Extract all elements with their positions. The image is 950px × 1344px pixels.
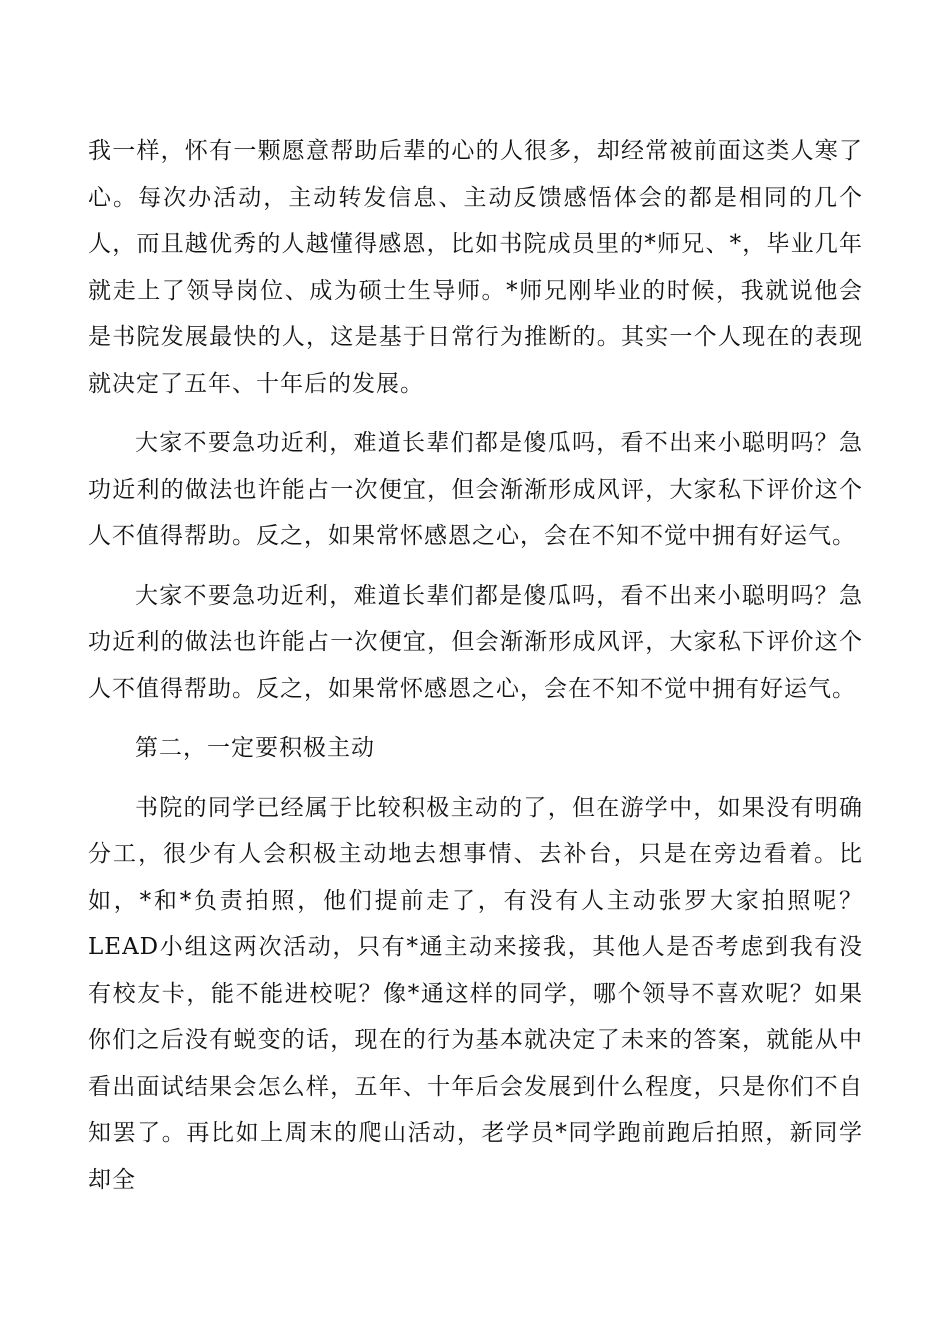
- section-heading: 第二，一定要积极主动: [135, 735, 375, 761]
- paragraph: 大家不要急功近利，难道长辈们都是傻瓜吗，看不出来小聪明吗？急功近利的做法也许能占一次便宜，但会渐渐形成风评，大家私下评价这个人不值得帮助。反之，如果常怀感恩之心，会在不知不觉中拥有好运气。: [88, 430, 863, 549]
- paragraph: 大家不要急功近利，难道长辈们都是傻瓜吗，看不出来小聪明吗？急功近利的做法也许能占一次便宜，但会渐渐形成风评，大家私下评价这个人不值得帮助。反之，如果常怀感恩之心，会在不知不觉中拥有好运气。: [88, 582, 863, 702]
- paragraph-continued: 我一样，怀有一颗愿意帮助后辈的心的人很多，却经常被前面这类人寒了心。每次办活动，主动转发信息、主动反馈感悟体会的都是相同的几个人，而且越优秀的人越懂得感恩，比如书院成员里的*师兄、*，毕业几年就走上了领导岗位、成为硕士生导师。*师兄刚毕业的时候，我就说他会是书院发展最快的人，这是基于日常行为推断的。其实一个人现在的表现就决定了五年、十年后的发展。: [88, 138, 863, 397]
- paragraph: 书院的同学已经属于比较积极主动的了，但在游学中，如果没有明确分工，很少有人会积极主动地去想事情、去补台，只是在旁边看着。比如，*和*负责拍照，他们提前走了，有没有人主动张罗大家拍照呢？LEAD小组这两次活动，只有*通主动来接我，其他人是否考虑到我有没有校友卡，能不能进校呢？像*通这样的同学，哪个领导不喜欢呢？如果你们之后没有蜕变的话，现在的行为基本就决定了未来的答案，就能从中看出面试结果会怎么样，五年、十年后会发展到什么程度，只是你们不自知罢了。再比如上周末的爬山活动，老学员*同学跑前跑后拍照，新同学却全: [88, 794, 863, 1193]
- document-body: [88, 128, 863, 1216]
